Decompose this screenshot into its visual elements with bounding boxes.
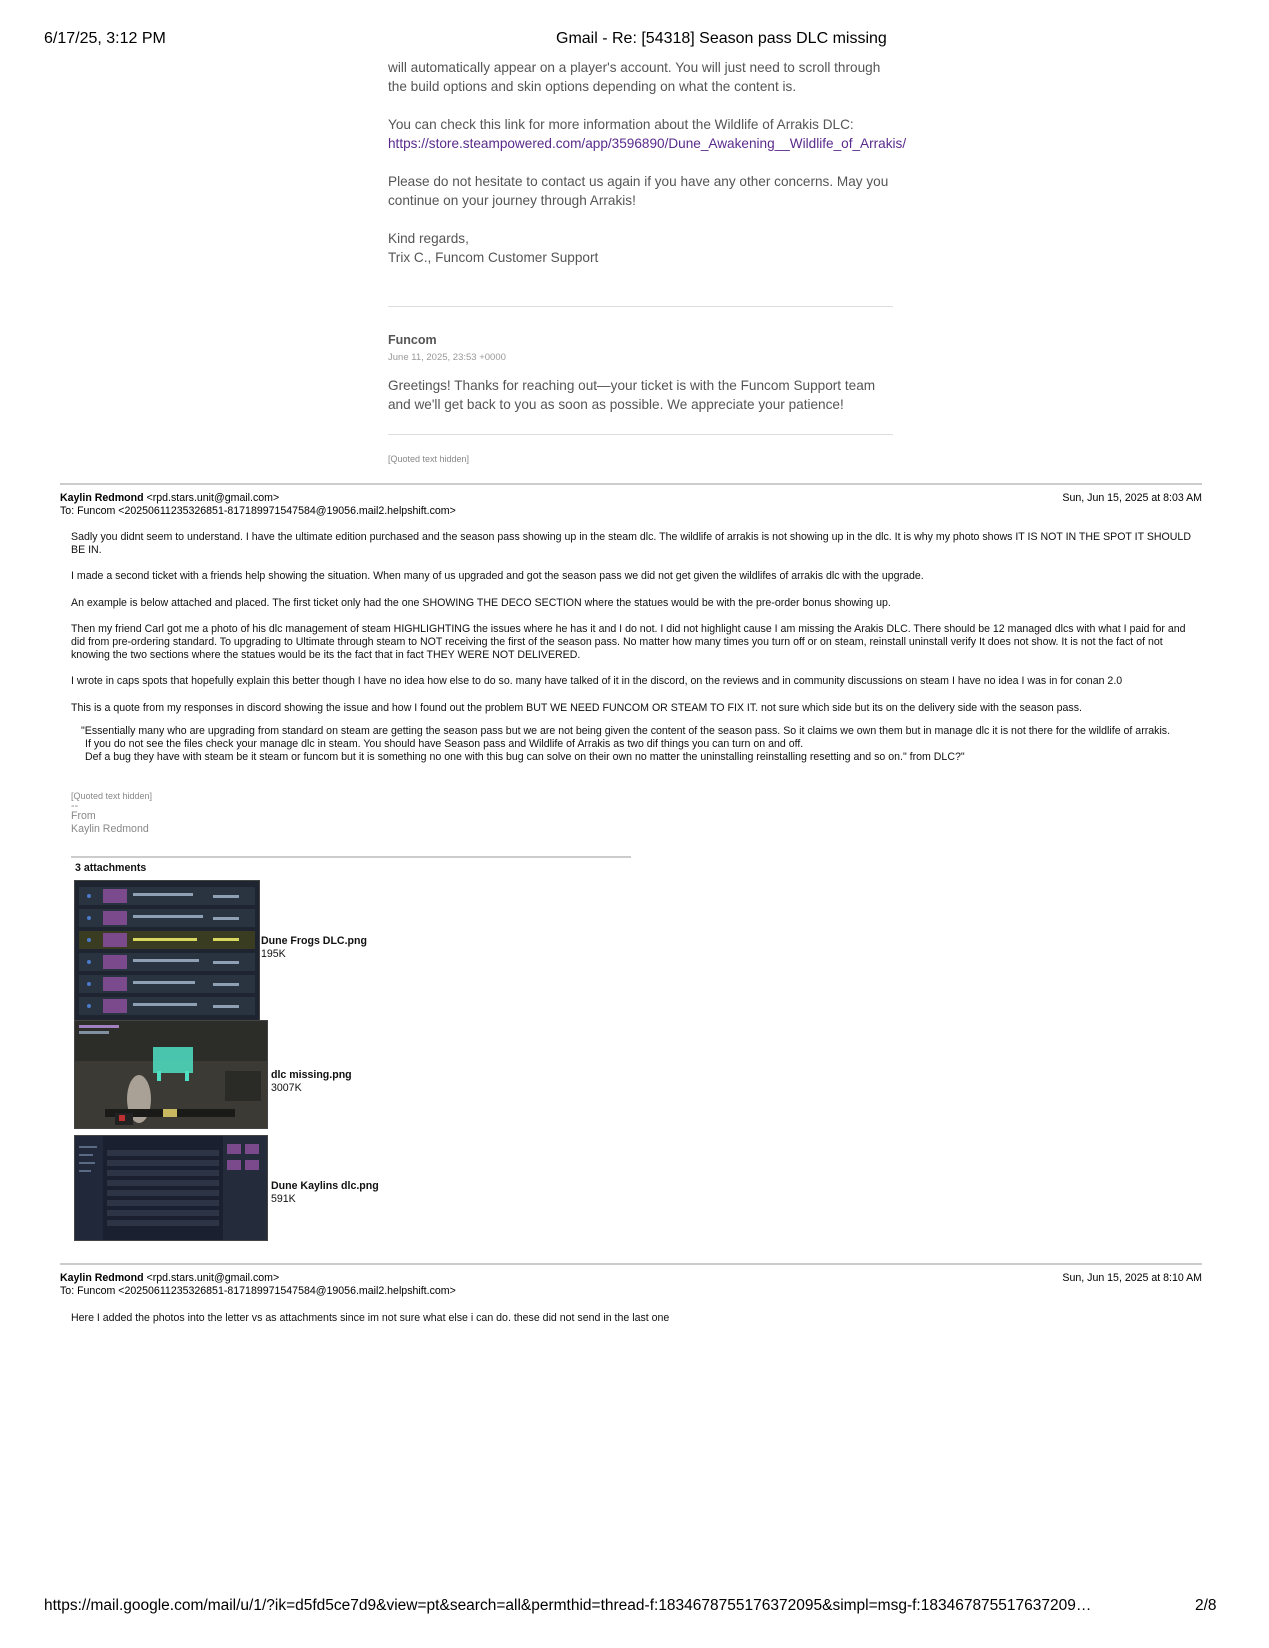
message-to: To: Funcom <20250611235326851-817189971547584@19056.mail2.helpshift.com> [60,505,456,517]
quoted-signoff: Kind regards, [388,231,469,246]
message-date: Sun, Jun 15, 2025 at 8:10 AM [1062,1272,1202,1284]
message-separator [60,483,1202,485]
signature [71,800,149,836]
body-paragraph: I made a second ticket with a friends help showing the situation. When many of us upgraded and got the season pass we did not get given the wildlifes of arrakis dlc with the upgrade. [71,570,924,583]
message-body [71,531,1196,715]
quoted-paragraph: You can check this link for more information about the Wildlife of Arrakis DLC: [388,117,854,132]
attachments-header: 3 attachments [75,862,147,874]
attachment-size: 3007K [271,1082,302,1094]
quoted-reply [388,58,907,267]
game-screenshot-image [75,1021,267,1128]
message-separator [60,1263,1202,1265]
steam-library-image [75,1136,267,1240]
discord-quote [81,725,1191,764]
steam-dlc-list-image [75,881,259,1025]
sig-name: Kaylin Redmond [71,823,149,836]
attachment-size: 591K [271,1193,296,1205]
quoted-auto-date: June 11, 2025, 23:53 +0000 [388,352,506,363]
quoted-text-hidden[interactable]: [Quoted text hidden] [71,791,153,801]
attachment-thumbnail-game-screenshot[interactable] [74,1020,268,1129]
quote-line: Def a bug they have with steam be it steam or funcom but it is something no one with this bug can solve on their own no matter the uninstalling reinstalling resetting and so on." from DLC?" [85,751,965,763]
quoted-text-hidden[interactable]: [Quoted text hidden] [388,454,470,464]
sender-email: <rpd.stars.unit@gmail.com> [146,1272,280,1284]
message-to: To: Funcom <20250611235326851-817189971547584@19056.mail2.helpshift.com> [60,1285,456,1297]
print-title: Gmail - Re: [54318] Season pass DLC missing [556,30,887,47]
quoted-paragraph: Greetings! Thanks for reaching out—your ticket is with the Funcom Support team and we'll get back to you as soon as possible. We appreciate your patience! [388,378,876,412]
attachments-divider [71,856,631,858]
body-paragraph: An example is below attached and placed. The first ticket only had the one SHOWING THE DECO SECTION where the statues would be with the pre-order bonus showing up. [71,596,891,609]
sig-dashes: -- [71,800,79,812]
body-paragraph: I wrote in caps spots that hopefully explain this better though I have no idea how else to do so. many have talked of it in the discord, on the reviews and in community discussions on steam I have no idea I was in for conan 2.0 [71,675,1123,688]
quoted-signature: Trix C., Funcom Customer Support [388,250,599,265]
sig-from: From [71,810,96,822]
message-date: Sun, Jun 15, 2025 at 8:03 AM [1062,492,1202,504]
sender-name: Kaylin Redmond [60,492,144,504]
print-date: 6/17/25, 3:12 PM [44,30,166,47]
quoted-link-wrap [388,134,907,153]
attachment-size: 195K [261,948,286,960]
body-paragraph: This is a quote from my responses in discord showing the issue and how I found out the problem BUT WE NEED FUNCOM OR STEAM TO FIX IT. not sure which side but its on the delivery side with the season pass. [71,701,1082,714]
sender-email: <rpd.stars.unit@gmail.com> [146,492,280,504]
quote-line: "Essentially many who are upgrading from standard on steam are getting the season pass but we are not being given the content of the season pass. So it claims we own them but in manage dlc it is not there for the wildlife of arrakis. [81,725,1171,737]
message-from [60,492,279,504]
attachment-thumbnail-dlc-list[interactable] [74,880,260,1026]
attachment-name[interactable]: dlc missing.png [271,1069,352,1081]
message-from [60,1272,279,1284]
quote-line: If you do not see the files check your manage dlc in steam. You should have Season pass and Wildlife of Arrakis as two dif things you can turn on and off. [85,738,804,750]
quoted-paragraph: will automatically appear on a player's account. You will just need to scroll through the build options and skin options depending on what the content is. [388,60,881,94]
body-paragraph: Then my friend Carl got me a photo of his dlc management of steam HIGHLIGHTING the issues where he has it and I do not. I did not highlight cause I am missing the Arakis DLC. There should be 12 managed dlcs with what I paid for and did from pre-ordering standard. To upgrading to Ultimate through steam to NOT receiving the first of the season pass. No matter how many times you turn off or on steam, reinstall uninstall verify It does not show. It is not the fact of not knowing the two sections where the statues would be its the fact that in fact THEY WERE NOT DELIVERED. [71,622,1186,662]
sender-name: Kaylin Redmond [60,1272,144,1284]
quoted-paragraph: Please do not hesitate to contact us again if you have any other concerns. May you continue on your journey through Arrakis! [388,174,889,208]
dlc-store-link[interactable]: https://store.steampowered.com/app/3596890/Dune_Awakening__Wildlife_of_Arrakis/ [388,136,907,151]
attachment-name[interactable]: Dune Frogs DLC.png [261,935,367,947]
print-page-number: 2/8 [1195,1597,1217,1614]
attachment-name[interactable]: Dune Kaylins dlc.png [271,1180,379,1192]
quoted-auto-sender: Funcom [388,333,437,347]
quoted-auto-body [388,376,893,414]
quoted-divider [388,306,893,307]
body-paragraph: Here I added the photos into the letter vs as attachments since im not sure what else i can do. these did not send in the last one [71,1312,670,1324]
message-body [71,1312,1196,1325]
quoted-divider [388,434,893,435]
body-paragraph: Sadly you didnt seem to understand. I have the ultimate edition purchased and the season pass showing up in the steam dlc. The wildlife of arrakis is not showing up in the dlc. It is why my photo shows IT IS NOT IN THE SPOT IT SHOULD BE IN. [71,531,1191,557]
print-url: https://mail.google.com/mail/u/1/?ik=d5fd5ce7d9&view=pt&search=all&permthid=thread-f:1834678755176372095&simpl=msg-f:183467875517637209… [44,1597,1092,1614]
attachment-thumbnail-steam-library[interactable] [74,1135,268,1241]
